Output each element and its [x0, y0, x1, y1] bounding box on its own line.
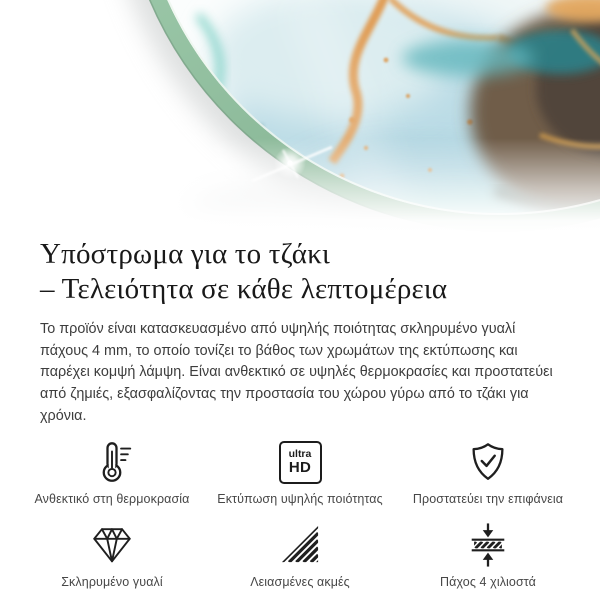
diamond-icon	[89, 522, 135, 568]
glass-panel-image	[0, 0, 600, 235]
ultra-hd-text-bottom: HD	[288, 459, 312, 477]
feature-label: Πάχος 4 χιλιοστά	[440, 575, 536, 590]
product-photo	[0, 0, 600, 235]
thickness-icon	[465, 522, 511, 568]
feature-label: Ανθεκτικό στη θερμοκρασία	[34, 492, 190, 507]
content-section	[0, 237, 600, 427]
feature-label: Λειασμένες ακμές	[250, 575, 350, 590]
feature-label: Προστατεύει την επιφάνεια	[412, 492, 564, 507]
thermometer-icon	[89, 439, 135, 485]
features-grid	[0, 439, 600, 589]
ultra-hd-text-top: ultra	[288, 448, 312, 461]
feature-item-temperature	[18, 439, 206, 506]
title-line-2: – Τελειότητα σε κάθε λεπτομέρεια	[40, 273, 448, 306]
feature-item-print-quality	[206, 439, 394, 506]
photo-bottom-fade	[0, 138, 600, 235]
feature-label: Σκληρυμένο γυαλί	[61, 575, 163, 590]
feature-item-thickness	[394, 522, 582, 589]
shield-check-icon	[465, 439, 511, 485]
intro-paragraph: Το προϊόν είναι κατασκευασμένο από υψηλής ποιότητας σκληρυμένο γυαλί πάχους 4 mm, το οποίο τονίζει το βάθος των χρωμάτων της εκτύπωσης και παρέχει κομψή λάμψη. Είναι ανθεκτικό σε υψηλές θερμοκρασίες και προστατεύει από ζημιές, εξασφαλίζοντας την προστασία του χώρου γύρω από το τζάκι για χρόνια.	[40, 321, 553, 424]
title-line-1: Υπόστρωμα για το τζάκι	[40, 238, 331, 270]
feature-item-polished-edges	[206, 522, 394, 589]
ultra-hd-icon	[279, 439, 322, 485]
page-title	[40, 237, 560, 307]
polished-edges-icon	[277, 522, 323, 568]
feature-label: Εκτύπωση υψηλής ποιότητας	[217, 492, 383, 507]
feature-item-surface-protection	[394, 439, 582, 506]
feature-item-tempered-glass	[18, 522, 206, 589]
